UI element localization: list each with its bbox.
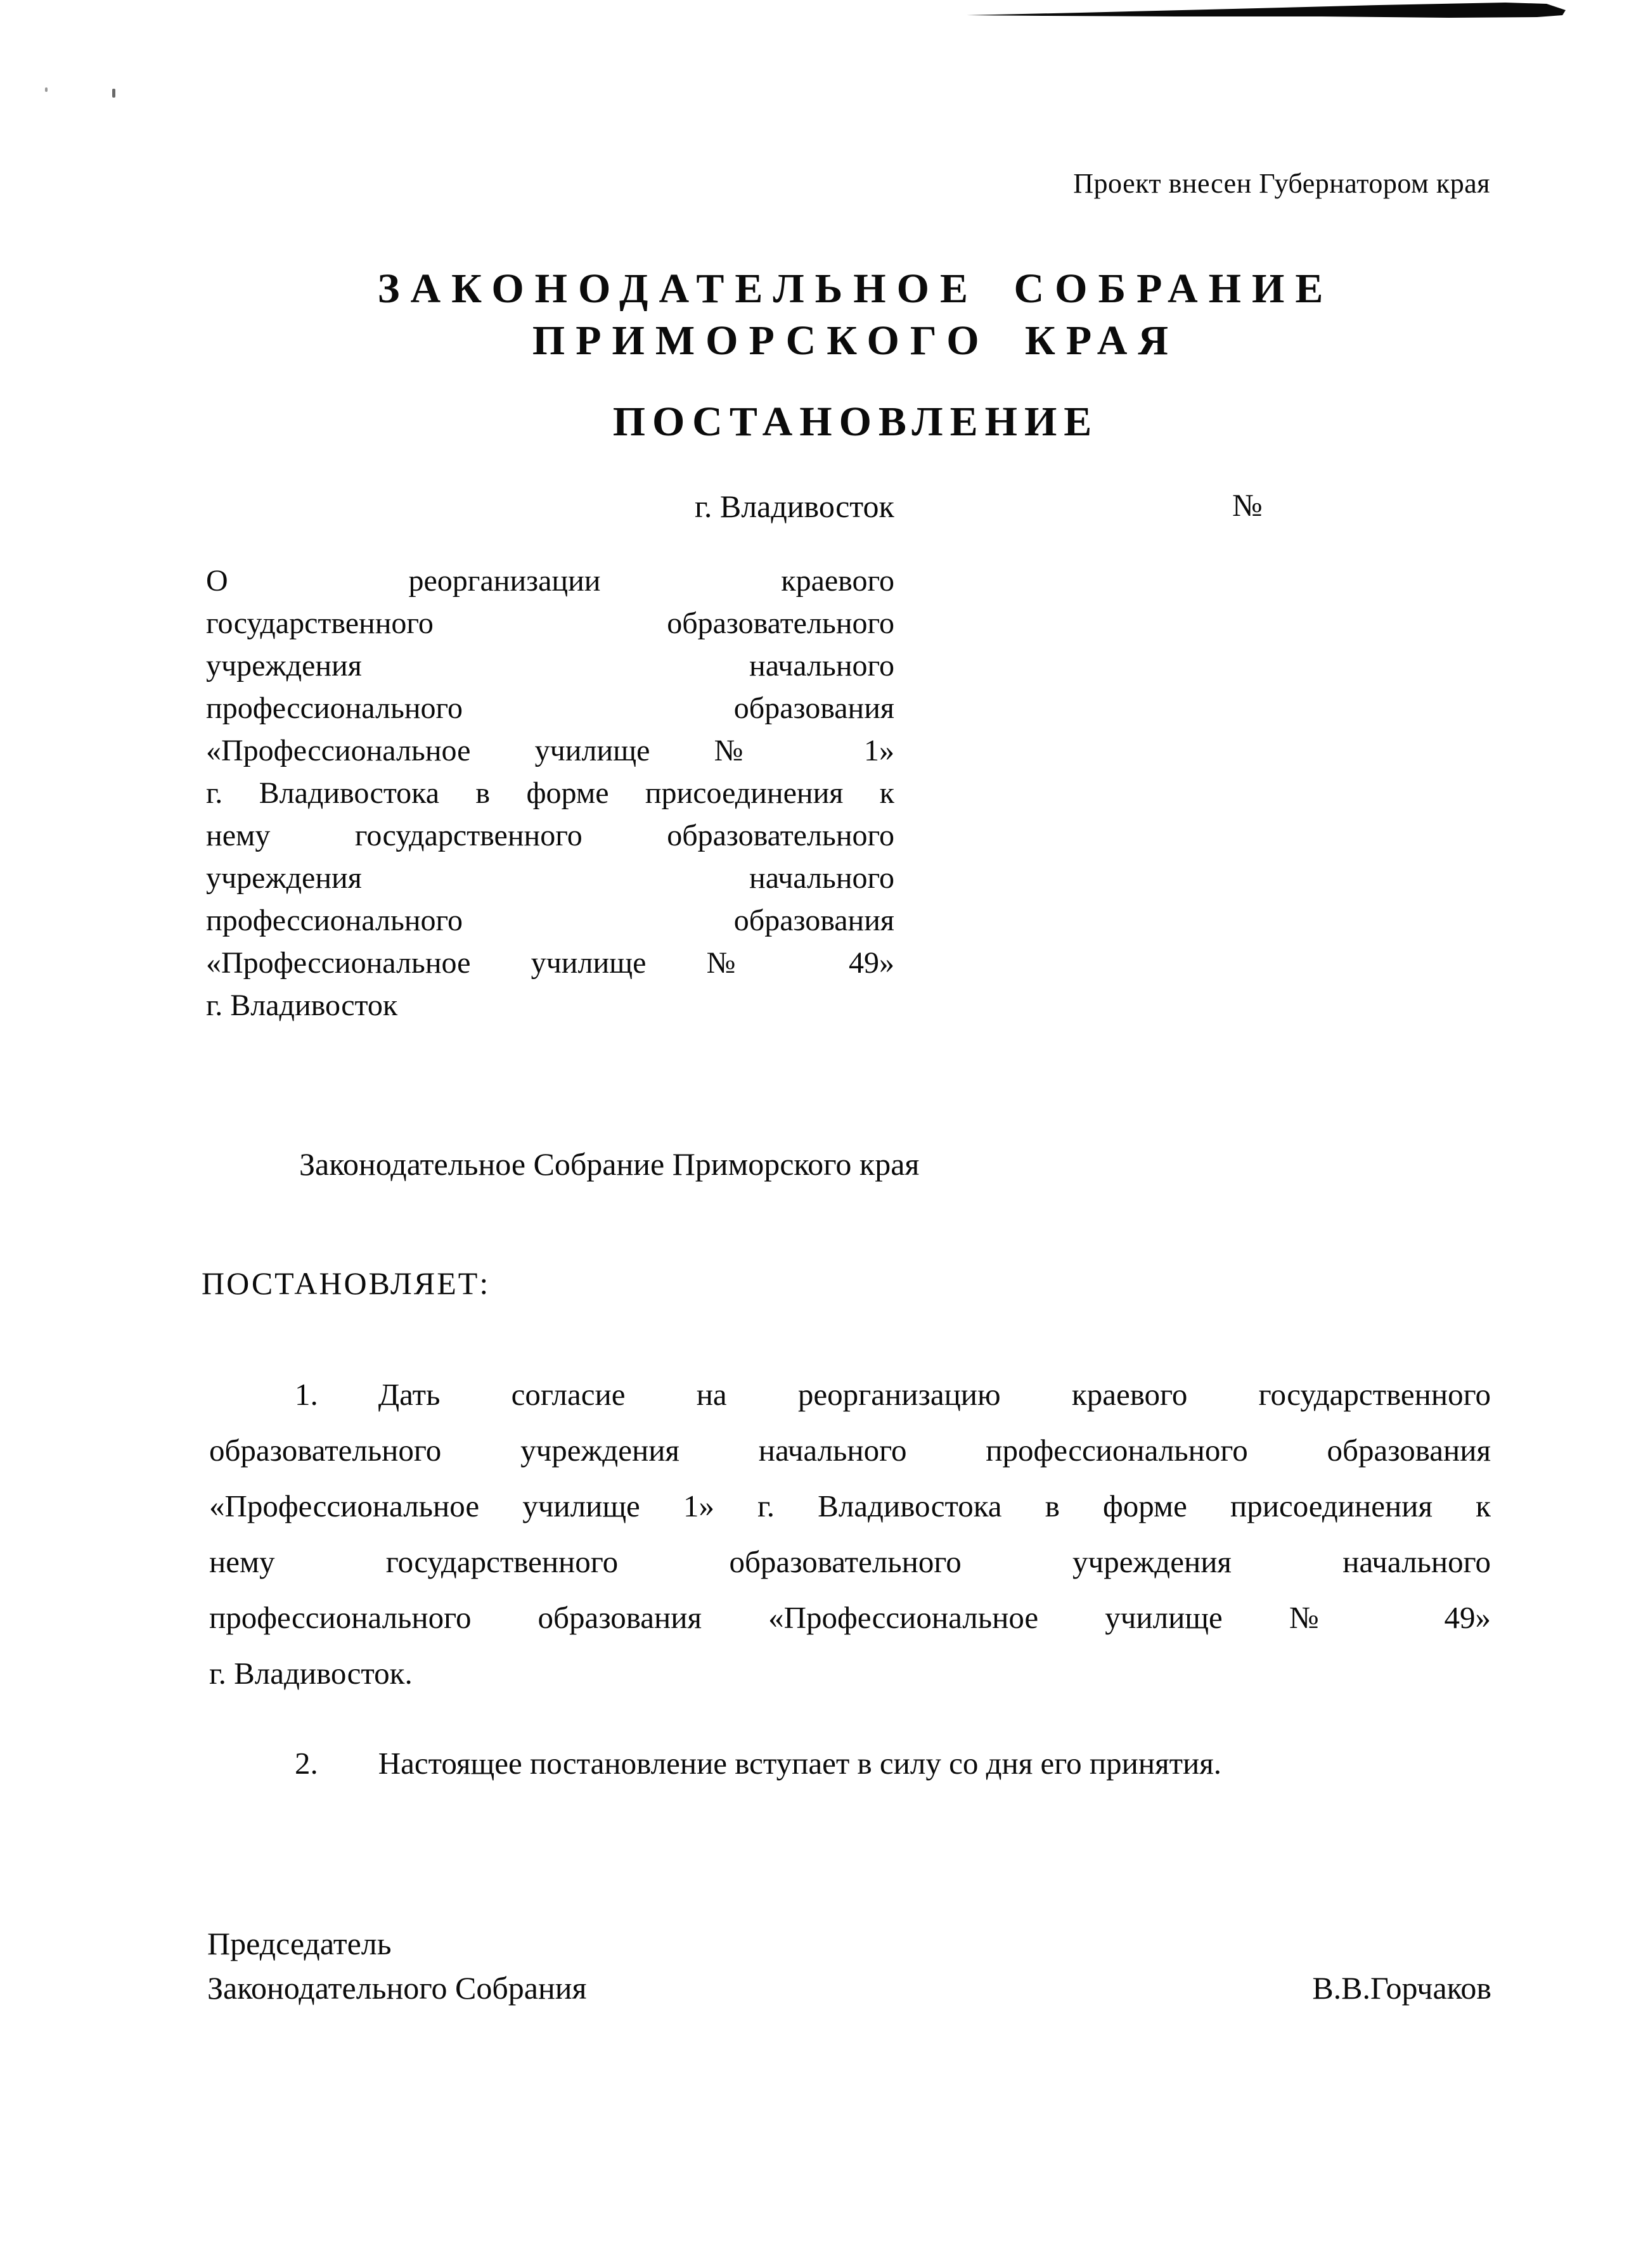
item-1-line: профессионального образования «Профессиональное училище № 49» (209, 1600, 1491, 1635)
item-1-text: Дать согласие на реорганизацию краевого государственного (378, 1377, 1491, 1412)
subject-line: г. Владивосток (206, 989, 398, 1022)
subject-line: профессионального образования (206, 691, 894, 725)
subject-line: профессионального образования (206, 904, 894, 937)
signature-name: В.В.Горчаков (1312, 1970, 1491, 2006)
item-1-line (209, 1367, 1491, 1423)
signature-position-line1: Председатель (207, 1926, 392, 1961)
subject-line: г. Владивостока в форме присоединения к (206, 776, 894, 810)
subject-line: учреждения начального (206, 649, 894, 682)
item-1-line: «Профессиональное училище 1» г. Владивостока в форме присоединения к (209, 1489, 1491, 1523)
subject-line: О реорганизации краевого (206, 564, 894, 598)
org-name-line2: ПРИМОРСКОГО КРАЯ (532, 317, 1180, 364)
subject-line: «Профессиональное училище № 49» (206, 946, 894, 980)
item-1-line: образовательного учреждения начального профессионального образования (209, 1433, 1491, 1468)
subject-line: учреждения начального (206, 861, 894, 895)
signature-position-line2: Законодательного Собрания (207, 1970, 587, 2006)
subject-line: государственного образовательного (206, 606, 894, 640)
resolution-item-1 (209, 1367, 1491, 1701)
item-1-line: г. Владивосток. (209, 1656, 413, 1691)
resolves-label: ПОСТАНОВЛЯЕТ: (202, 1265, 491, 1301)
preamble-line: Законодательное Собрание Приморского края (299, 1146, 920, 1182)
document-type-title: ПОСТАНОВЛЕНИЕ (612, 399, 1099, 445)
subject-block (206, 560, 894, 1027)
scan-speck (45, 87, 48, 92)
subject-line: «Профессиональное училище № 1» (206, 734, 894, 767)
scan-speck (112, 89, 115, 98)
org-name-line1: ЗАКОНОДАТЕЛЬНОЕ СОБРАНИЕ (377, 266, 1334, 312)
document-number-label: № (1232, 487, 1263, 523)
scan-artifact-streak (967, 0, 1569, 25)
item-2-text: Настоящее постановление вступает в силу со дня его принятия. (378, 1746, 1222, 1781)
submitted-by-note: Проект внесен Губернатором края (1073, 168, 1490, 199)
place-label: г. Владивосток (695, 489, 894, 524)
subject-line: нему государственного образовательного (206, 819, 894, 852)
item-2-number: 2. (295, 1746, 318, 1781)
resolution-item-2 (209, 1745, 1491, 1781)
item-1-line: нему государственного образовательного учреждения начального (209, 1544, 1491, 1579)
item-1-number: 1. (295, 1377, 318, 1412)
